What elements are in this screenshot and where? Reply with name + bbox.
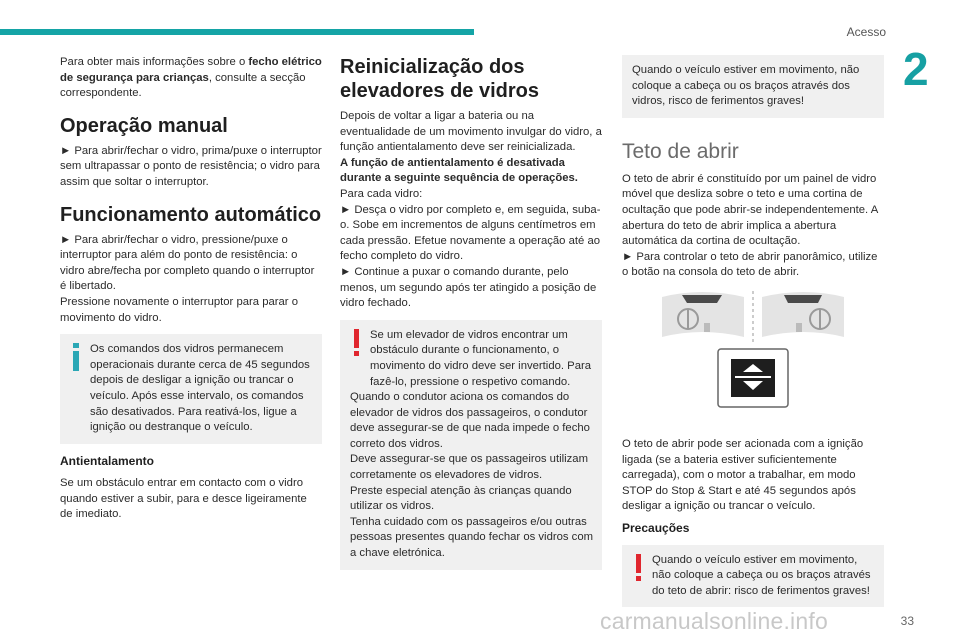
precautions-warning-text: Quando o veículo estiver em movimento, não coloque a cabeça ou os braços através do teto de abrir: risco de ferimentos graves! (652, 553, 871, 597)
info-icon (69, 342, 83, 372)
intro-paragraph: Para obter mais informações sobre o fecho elétrico de segurança para crianças, consulte a secção correspondente. (60, 56, 322, 100)
sunroof-control-text: ► Para controlar o teto de abrir panorâmico, utilize o botão na consola do teto de abrir. (622, 250, 878, 279)
anti-trap-text: Se um obstáculo entrar em contacto com o vidro quando estiver a subir, para e desce ligeiramente de imediato. (60, 477, 307, 521)
reset-intro: Depois de voltar a ligar a bateria ou na eventualidade de um movimento invulgar do vidro, a função antientalamento deve ser reinicializada. (340, 110, 602, 154)
precautions-title: Precauções (622, 520, 690, 535)
reset-title: Reinicialização dos elevadores de vidros (340, 56, 539, 102)
sunroof-ignition-text: O teto de abrir pode ser acionada com a ignição ligada (se a bateria estiver suficientemente carregada), com o motor a trabalhar, em modo STOP do Stop & Start e até 45 segundos após desligar a ignição ou trancar o veículo. (622, 437, 864, 513)
warning-text-1: Se um elevador de vidros encontrar um obstáculo durante o funcionamento, o movimento do vidro deve ser invertido. Para fazê-lo, pressione o respetivo comando. (370, 328, 592, 388)
automatic-stop-text: Pressione novamente o interruptor para parar o movimento do vidro. (60, 295, 298, 324)
manual-operation-text: ► Para abrir/fechar o vidro, prima/puxe o interruptor sem ultrapassar o ponto de resistência; o vidro para assim que soltar o interruptor. (60, 144, 322, 188)
sunroof-description: O teto de abrir é constituído por um painel de vidro móvel que desliza sobre o teto e uma cortina de ocultação que pode abrir-se independentemente. A abertura do teto de abrir implica a abertura automática da cortina de ocultação. (622, 172, 878, 248)
column-1 (60, 55, 322, 529)
column-2 (340, 55, 602, 580)
reset-step-1: ► Desça o vidro por completo e, em seguida, suba-o. Sobe em incrementos de alguns centímetros em cada pressão. Efetue novamente a operação até ao fecho completo do vidro. (340, 203, 601, 263)
right-car-interior-icon (762, 292, 844, 337)
sunroof-console-figure (622, 287, 884, 437)
warning-icon (349, 328, 363, 358)
top-warning-text: Quando o veículo estiver em movimento, não coloque a cabeça ou os braços através dos vidros, risco de ferimentos graves! (632, 64, 860, 108)
top-warning-box (622, 55, 884, 118)
chapter-number: 2 (903, 43, 929, 95)
reset-step-2: ► Continue a puxar o comando durante, pelo menos, um segundo após ter atingido a posição de vidro fechado. (340, 265, 597, 310)
warning-icon (631, 553, 645, 583)
sunroof-console-illustration (622, 287, 884, 437)
reset-bold-note: A função de antientalamento é desativada durante a seguinte sequência de operações. (340, 156, 578, 185)
intro-bold-term: fecho elétrico de segurança para crianças (60, 56, 322, 84)
info-box-text: Os comandos dos vidros permanecem operacionais durante cerca de 45 segundos depois de desligar a ignição ou trancar o veículo. Após esse intervalo, os comandos são desativados. Para reativá-los, ligue a ignição ou destranque o veículo. (90, 343, 310, 434)
warning-text-3: Deve assegurar-se que os passageiros utilizam corretamente os elevadores de vidros. (350, 453, 588, 482)
warning-text-2: Quando o condutor aciona os comandos do elevador de vidros dos passageiros, o condutor deve assegurar-se de que nada impede o fecho correto dos vidros. (350, 391, 590, 450)
sunroof-title: Teto de abrir (622, 139, 739, 163)
watermark: carmanualsonline.info (600, 608, 828, 634)
header-accent-bar (0, 29, 474, 35)
section-title: Acesso (846, 25, 886, 39)
automatic-operation-text: ► Para abrir/fechar o vidro, pressione/puxe o interruptor para além do ponto de resistência: o vidro abre/fecha por completo quando o interruptor é libertado. (60, 233, 315, 293)
page-number: 33 (900, 614, 914, 628)
left-car-interior-icon (662, 292, 744, 337)
info-box (60, 334, 322, 444)
manual-operation-title: Operação manual (60, 114, 228, 137)
automatic-operation-title: Funcionamento automático (60, 203, 322, 226)
precautions-warning-box (622, 545, 884, 608)
warning-text-4: Preste especial atenção às crianças quando utilizar os vidros. (350, 484, 572, 513)
sunroof-button-icon (718, 349, 788, 407)
warning-text-5: Tenha cuidado com os passageiros e/ou outras pessoas presentes quando fechar os vidros com a chave eletrónica. (350, 515, 594, 560)
column-3 (622, 55, 884, 617)
warning-box (340, 320, 602, 570)
reset-each-window: Para cada vidro: (340, 187, 423, 200)
anti-trap-title: Antientalamento (60, 453, 155, 468)
